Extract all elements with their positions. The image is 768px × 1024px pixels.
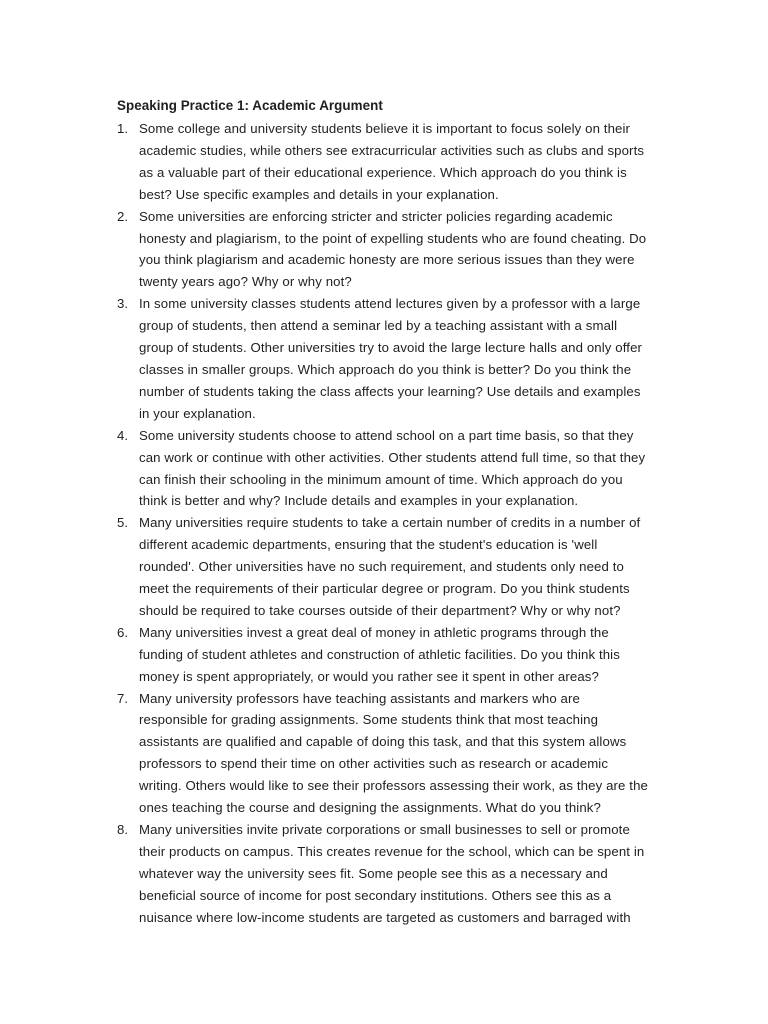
question-line: honesty and plagiarism, to the point of expelling students who are found cheating. Do bbox=[139, 230, 647, 246]
question-line: academic studies, while others see extracurricular activities such as clubs and sports bbox=[139, 142, 645, 158]
question-line: twenty years ago? Why or why not? bbox=[139, 274, 352, 290]
question-line: group of students. Other universities try to avoid the large lecture halls and only offer bbox=[139, 340, 643, 356]
question-line: think is better and why? Include details and examples in your explanation. bbox=[139, 493, 579, 509]
question-list bbox=[0, 118, 768, 929]
question-number: 5. bbox=[117, 515, 128, 531]
question-line: different academic departments, ensuring that the student's education is 'well bbox=[139, 537, 598, 553]
question-line: should be required to take courses outside of their department? Why or why not? bbox=[139, 602, 621, 618]
question-line: Many universities invite private corporations or small businesses to sell or promote bbox=[139, 822, 630, 837]
question-line: Some college and university students believe it is important to focus solely on their bbox=[139, 121, 631, 136]
question-line: funding of student athletes and construction of athletic facilities. Do you think this bbox=[139, 646, 620, 662]
question-item bbox=[0, 206, 768, 294]
question-item bbox=[0, 688, 768, 819]
question-line: ones teaching the course and designing the assignments. What do you think? bbox=[139, 800, 601, 816]
question-text bbox=[139, 118, 679, 206]
question-line: meet the requirements of their particular degree or program. Do you think students bbox=[139, 581, 630, 597]
question-item bbox=[0, 293, 768, 424]
question-line: best? Use specific examples and details in your explanation. bbox=[139, 186, 499, 202]
question-line: responsible for grading assignments. Some students think that most teaching bbox=[139, 712, 599, 728]
question-item bbox=[0, 118, 768, 206]
question-item bbox=[0, 819, 768, 929]
question-item bbox=[0, 512, 768, 622]
question-line: professors to spend their time on other activities such as research or academic bbox=[139, 756, 609, 772]
question-text bbox=[139, 425, 679, 513]
question-item bbox=[0, 425, 768, 513]
question-line: Many universities invest a great deal of money in athletic programs through the bbox=[139, 624, 609, 640]
question-text bbox=[139, 819, 679, 929]
question-line: classes in smaller groups. Which approach do you think is better? Do you think the bbox=[139, 361, 632, 377]
question-line: their products on campus. This creates revenue for the school, which can be spent in bbox=[139, 843, 645, 859]
question-number: 4. bbox=[117, 427, 128, 443]
question-text bbox=[139, 512, 679, 622]
question-line: Some university students choose to attend school on a part time basis, so that they bbox=[139, 427, 634, 443]
question-text bbox=[139, 293, 679, 424]
question-item bbox=[0, 622, 768, 688]
question-number: 1. bbox=[117, 121, 128, 136]
question-line: rounded'. Other universities have no such requirement, and students only need to bbox=[139, 559, 624, 575]
question-text bbox=[139, 206, 679, 294]
question-text bbox=[139, 688, 679, 819]
question-line: Some universities are enforcing stricter and stricter policies regarding academic bbox=[139, 208, 613, 224]
question-line: In some university classes students attend lectures given by a professor with a large bbox=[139, 296, 641, 312]
question-number: 7. bbox=[117, 690, 128, 706]
question-line: whatever way the university sees fit. Some people see this as a necessary and bbox=[139, 865, 608, 881]
question-line: assistants are qualified and capable of doing this task, and that this system allows bbox=[139, 734, 627, 750]
question-number: 8. bbox=[117, 822, 128, 837]
question-line: Many universities require students to take a certain number of credits in a number of bbox=[139, 515, 641, 531]
question-line: as a valuable part of their educational experience. Which approach do you think is bbox=[139, 164, 627, 180]
question-line: beneficial source of income for post secondary institutions. Others see this as a bbox=[139, 887, 612, 903]
question-number: 2. bbox=[117, 208, 128, 224]
document-title: Speaking Practice 1: Academic Argument bbox=[117, 98, 383, 113]
question-line: Many university professors have teaching assistants and markers who are bbox=[139, 690, 580, 706]
question-number: 6. bbox=[117, 624, 128, 640]
question-number: 3. bbox=[117, 296, 128, 312]
question-line: group of students, then attend a seminar led by a teaching assistant with a small bbox=[139, 318, 618, 334]
question-line: number of students taking the class affects your learning? Use details and examples bbox=[139, 383, 641, 399]
question-line: you think plagiarism and academic honesty are more serious issues than they were bbox=[139, 252, 635, 268]
question-line: can work or continue with other activities. Other students attend full time, so that they bbox=[139, 449, 646, 465]
question-line: writing. Others would like to see their professors assessing their work, as they are the bbox=[139, 778, 648, 794]
question-text bbox=[139, 622, 679, 688]
question-line: in your explanation. bbox=[139, 405, 256, 421]
question-line: money is spent appropriately, or would you rather see it spent in other areas? bbox=[139, 668, 599, 684]
question-line: can finish their schooling in the minimum amount of time. Which approach do you bbox=[139, 471, 623, 487]
question-line: nuisance where low-income students are targeted as customers and barraged with bbox=[139, 909, 631, 925]
